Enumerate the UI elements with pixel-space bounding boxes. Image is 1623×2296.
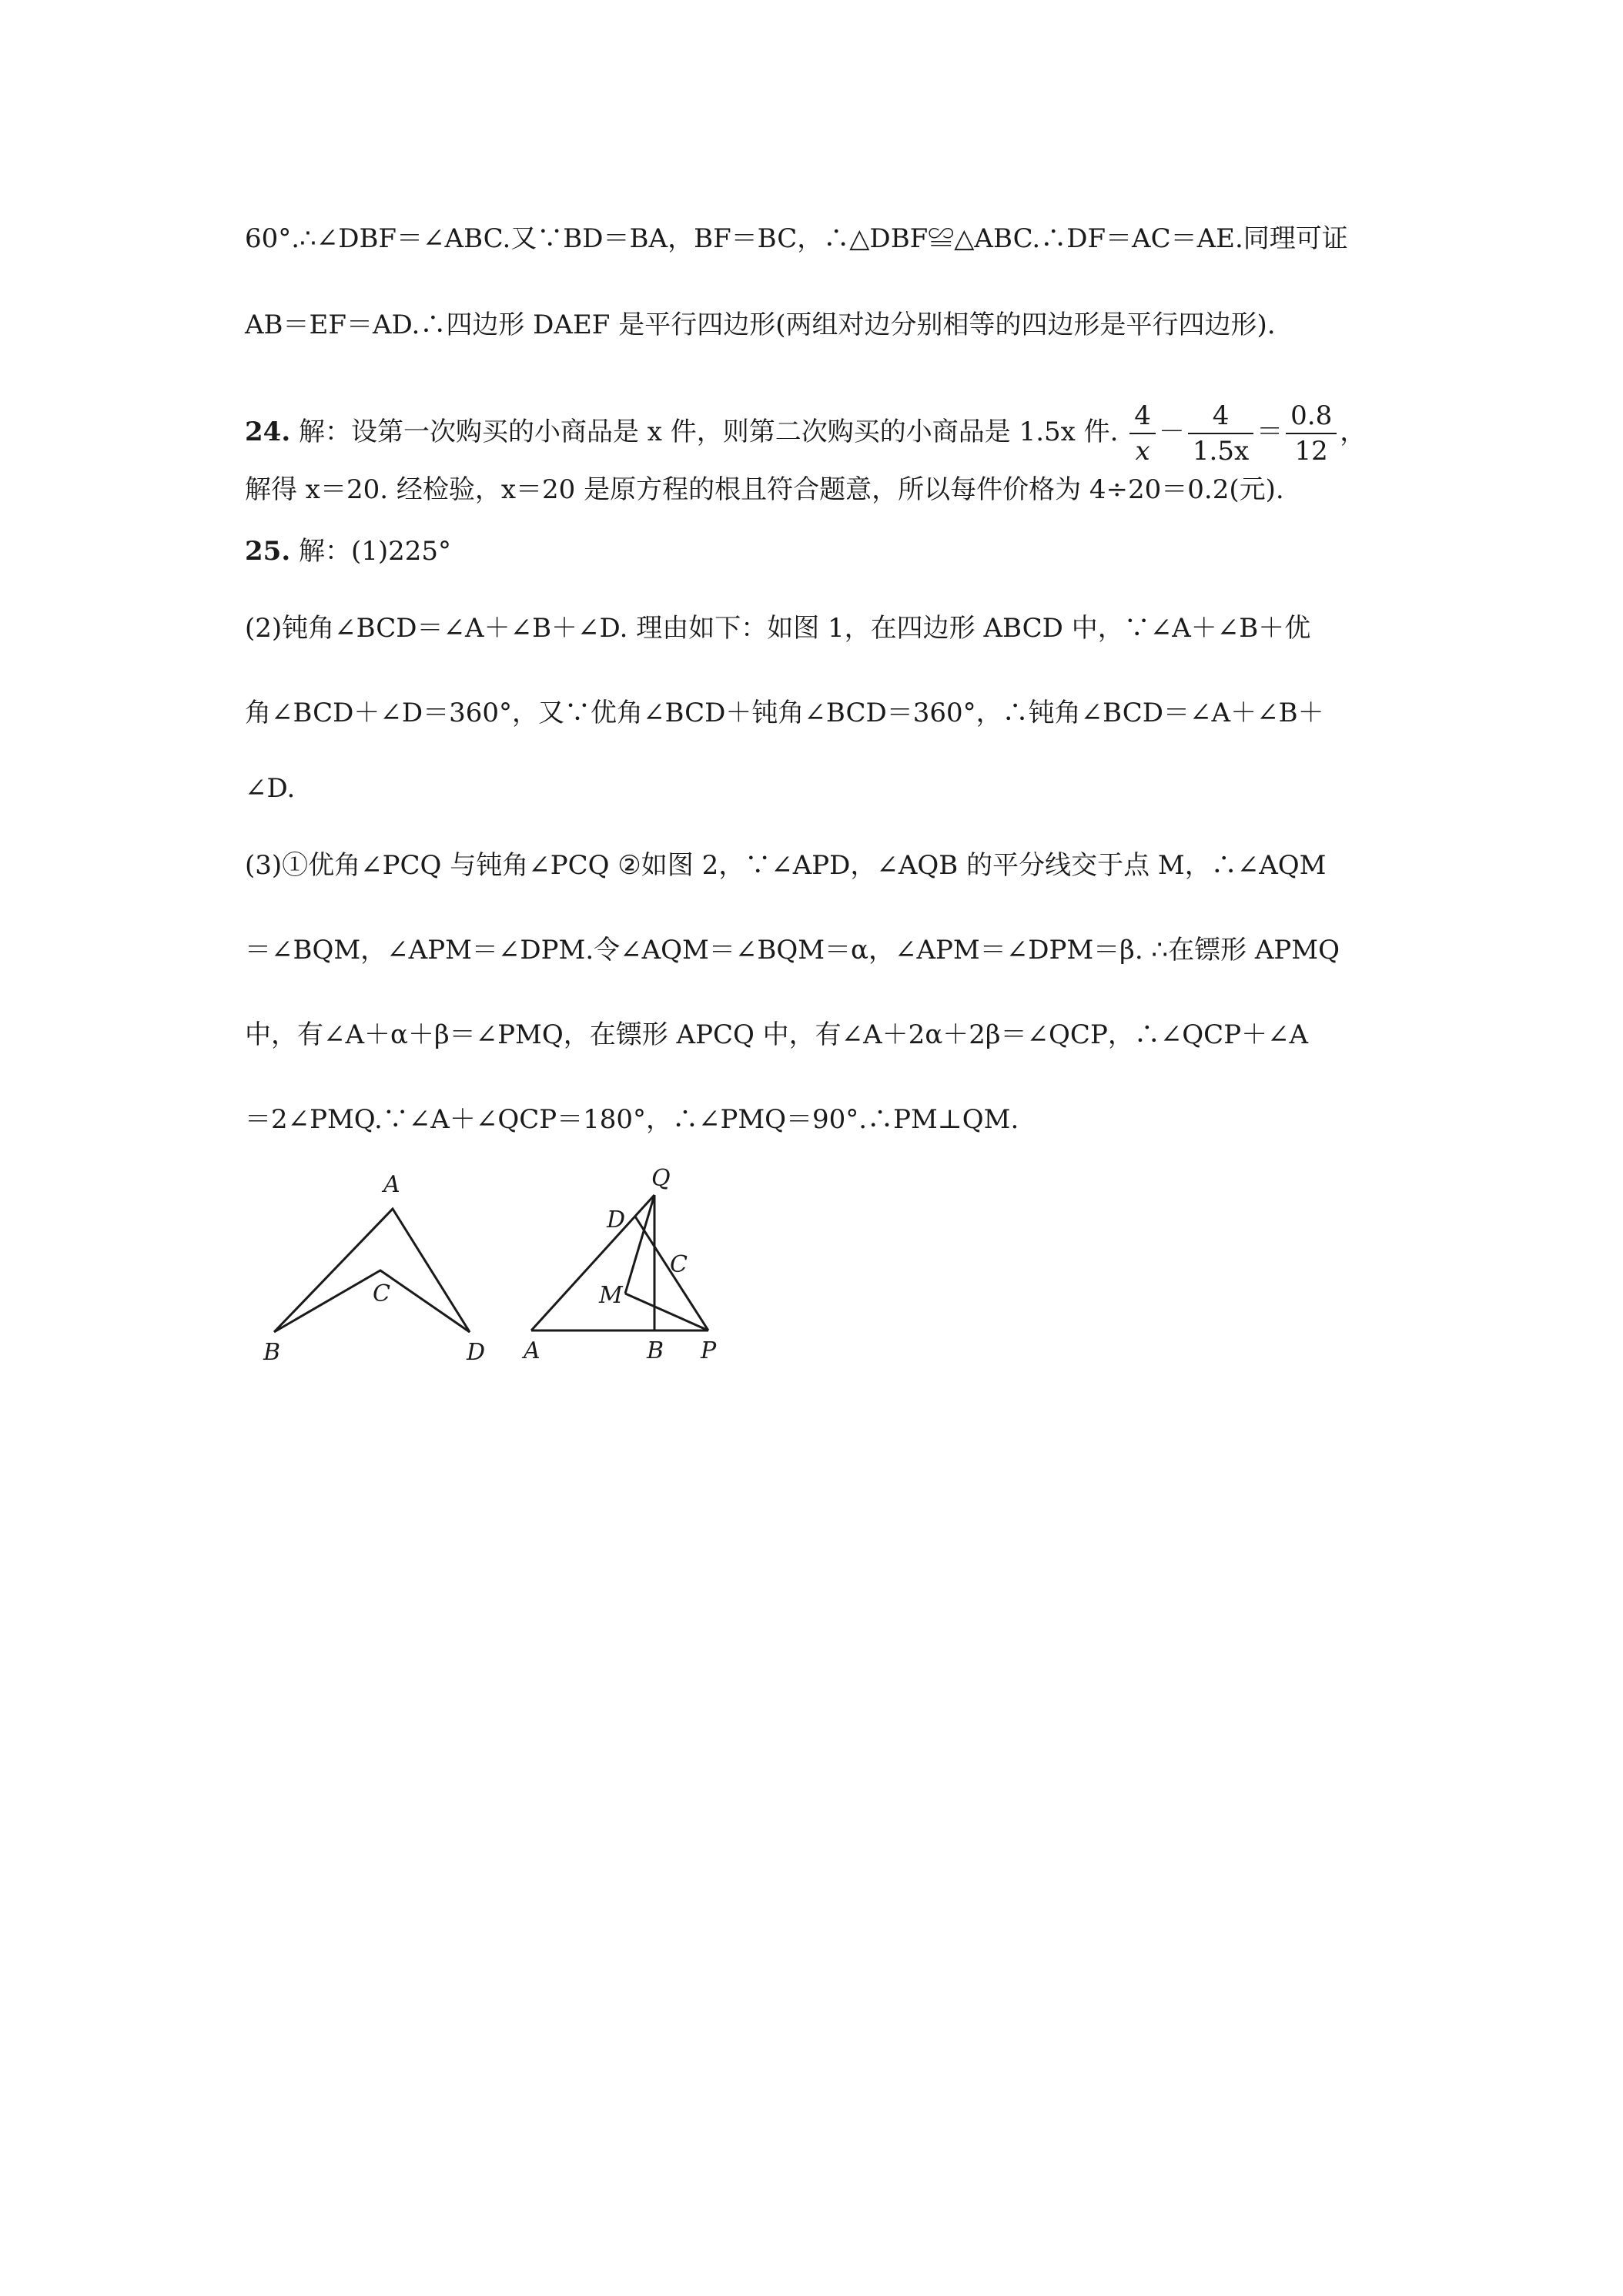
figure-2-label-d: D — [607, 1207, 626, 1233]
comma: ， — [1340, 417, 1367, 447]
figure-1-label-d: D — [467, 1339, 486, 1366]
figure-2-label-b: B — [647, 1337, 664, 1364]
figure-1-dart — [254, 1155, 516, 1386]
figure-2-label-c: C — [670, 1251, 688, 1278]
question-25 — [245, 536, 1384, 567]
figure-2-label-q: Q — [651, 1165, 671, 1192]
fraction-1-denominator: x — [1135, 436, 1150, 467]
text-line-11: 中，有∠A＋α＋β＝∠PMQ，在镖形 APCQ 中，有∠A＋2α＋2β＝∠QCP，∴∠QCP＋∠A — [245, 1019, 1309, 1050]
equals-sign: ＝ — [1257, 417, 1283, 447]
text-line-10: ＝∠BQM，∠APM＝∠DPM.令∠AQM＝∠BQM＝α，∠APM＝∠DPM＝β. ∴在镖形 APMQ — [245, 935, 1340, 966]
fraction-2 — [1188, 399, 1253, 468]
fraction-3-denominator: 12 — [1294, 436, 1328, 467]
figure-1-outline — [274, 1209, 470, 1332]
fraction-3 — [1286, 399, 1337, 468]
question-number-25: 25. — [245, 536, 291, 567]
text-line-12: ＝2∠PMQ.∵∠A＋∠QCP＝180°，∴∠PMQ＝90°.∴PM⊥QM. — [245, 1104, 1019, 1135]
question-number-24: 24. — [245, 417, 291, 447]
figure-1-label-c: C — [373, 1280, 390, 1307]
minus-sign: － — [1158, 417, 1185, 447]
text-line-2: AB＝EF＝AD.∴四边形 DAEF 是平行四边形(两组对边分别相等的四边形是平行四边形). — [245, 310, 1276, 340]
fraction-2-denominator: 1.5x — [1192, 436, 1250, 467]
figure-2-triangles — [508, 1155, 739, 1386]
figure-1-label-b: B — [263, 1339, 281, 1366]
text-line-1: 60°.∴∠DBF＝∠ABC.又∵BD＝BA，BF＝BC，∴△DBF≌△ABC.∴DF＝AC＝AE.同理可证 — [245, 223, 1348, 254]
figure-2-label-m: M — [599, 1282, 623, 1309]
line-a-q — [531, 1195, 654, 1330]
text-line-6: (2)钝角∠BCD＝∠A＋∠B＋∠D. 理由如下：如图 1，在四边形 ABCD 中，∵∠A＋∠B＋优 — [245, 613, 1311, 644]
question-25-text: 解：(1)225° — [298, 536, 452, 567]
fraction-2-numerator: 4 — [1188, 399, 1253, 434]
figure-2-label-a: A — [524, 1337, 540, 1364]
question-24-text: 解：设第一次购买的小商品是 x 件，则第二次购买的小商品是 1.5x 件. — [298, 417, 1119, 447]
figure-2-label-p: P — [701, 1337, 717, 1364]
fraction-1-numerator: 4 — [1129, 399, 1156, 434]
text-line-4: 解得 x＝20. 经检验，x＝20 是原方程的根且符合题意，所以每件价格为 4÷20＝0.2(元). — [245, 474, 1284, 505]
text-line-7: 角∠BCD＋∠D＝360°，又∵优角∠BCD＋钝角∠BCD＝360°，∴钝角∠BCD＝∠A＋∠B＋ — [245, 698, 1324, 728]
fraction-1 — [1129, 399, 1156, 468]
fraction-3-numerator: 0.8 — [1286, 399, 1337, 434]
figure-1-label-a: A — [383, 1171, 400, 1198]
text-line-9: (3)①优角∠PCQ 与钝角∠PCQ ②如图 2，∵∠APD，∠AQB 的平分线交于点 M，∴∠AQM — [245, 850, 1327, 881]
question-24 — [245, 399, 1384, 467]
text-line-8: ∠D. — [245, 773, 296, 804]
